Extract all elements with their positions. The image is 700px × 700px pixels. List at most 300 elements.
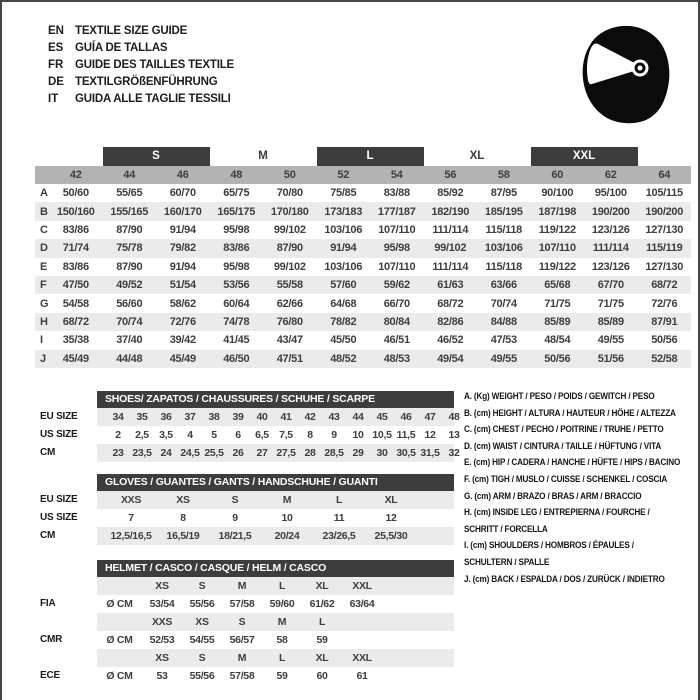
helmet-value: 59 <box>276 670 288 682</box>
measure-value: 70/80 <box>276 187 303 200</box>
helmet-value: 59 <box>316 634 328 646</box>
measure-value: 60/70 <box>169 187 196 200</box>
size-value: XXS <box>120 494 142 506</box>
legend-line: H. (cm) INSIDE LEG / ENTREPIERNA / FOURCHE / <box>464 507 650 518</box>
size-value: 5 <box>211 429 217 441</box>
measure-value: 54/58 <box>62 297 89 310</box>
language-row <box>48 23 234 40</box>
size-number: 42 <box>69 169 82 181</box>
measure-value: 68/72 <box>437 297 464 310</box>
size-value: 36 <box>160 411 172 423</box>
measure-value: 127/130 <box>645 223 684 236</box>
helmet-size: L <box>318 616 326 628</box>
row-key: E <box>40 260 48 273</box>
legend-item <box>464 405 695 422</box>
measure-value: 49/55 <box>490 352 517 365</box>
legend-line: B. (cm) HEIGHT / ALTURA / HAUTEUR / HÖHE / ALTEZZA <box>464 407 676 418</box>
size-value: 7,5 <box>279 429 293 441</box>
measure-value: 115/118 <box>485 260 522 273</box>
measure-value: 75/78 <box>116 242 143 255</box>
size-value: 27 <box>256 447 268 459</box>
measure-row-g <box>35 294 691 312</box>
measure-value: 85/92 <box>437 187 464 200</box>
measure-value: 91/94 <box>330 242 357 255</box>
size-group-s: S <box>103 147 210 166</box>
size-number: 58 <box>497 169 510 181</box>
standard-label: ECE <box>40 670 60 681</box>
legend-line: SCHRITT / FORCELLA <box>464 523 548 534</box>
measure-value: 95/98 <box>223 260 250 273</box>
measure-value: 68/72 <box>651 279 678 292</box>
size-value: 23,5 <box>132 447 152 459</box>
measure-value: 39/42 <box>169 334 196 347</box>
size-group-row <box>35 147 691 166</box>
size-value: 16,5/19 <box>166 530 200 542</box>
size-row <box>97 444 460 462</box>
size-value: 44 <box>352 411 364 423</box>
measure-value: 55/58 <box>276 279 303 292</box>
measure-value: 66/70 <box>383 297 410 310</box>
measure-value: 105/115 <box>645 187 683 200</box>
row-key: J <box>40 352 46 365</box>
size-value: 11,5 <box>396 429 416 441</box>
unit-label: Ø CM <box>106 670 133 682</box>
measure-value: 107/110 <box>538 242 576 255</box>
measure-value: 99/102 <box>273 223 306 236</box>
language-row <box>48 74 234 91</box>
measure-row-j <box>35 350 691 368</box>
rows <box>97 577 454 685</box>
measure-value: 115/118 <box>485 223 522 236</box>
legend-line: I. (cm) SHOULDERS / HOMBROS / ÉPAULES / <box>464 540 634 551</box>
size-value: 26 <box>232 447 244 459</box>
measure-value: 111/114 <box>432 260 469 273</box>
measure-value: 127/130 <box>645 260 684 273</box>
size-value: 38 <box>208 411 220 423</box>
language-code: EN <box>48 25 64 37</box>
side-labels <box>40 577 62 685</box>
measure-value: 87/90 <box>276 242 303 255</box>
size-number: 50 <box>283 169 296 181</box>
side-labels <box>40 491 78 545</box>
measure-row-h <box>35 313 691 331</box>
helmet-size-row <box>97 649 454 667</box>
standard-label: FIA <box>40 598 56 609</box>
measure-value: 83/86 <box>62 223 89 236</box>
size-row <box>97 408 460 426</box>
size-value: 46 <box>400 411 412 423</box>
measure-value: 37/40 <box>116 334 143 347</box>
standard-label: CMR <box>40 634 63 645</box>
legend-item <box>464 388 695 405</box>
legend-line: F. (cm) TIGH / MUSLO / CUISSE / SCHENKEL / COSCIA <box>464 473 668 484</box>
helmet-size: XXS <box>151 616 173 628</box>
measure-value: 75/85 <box>330 187 357 200</box>
size-value: 40 <box>256 411 268 423</box>
language-code: ES <box>48 42 64 54</box>
size-value: S <box>231 494 239 506</box>
helmet-value: 60 <box>316 670 328 682</box>
measure-value: 90/100 <box>541 187 574 200</box>
legend-item <box>464 488 695 505</box>
helmet-size: M <box>237 580 247 592</box>
helmet-size: XS <box>195 616 209 628</box>
helmet-size: S <box>198 580 206 592</box>
gloves-table-title: GLOVES / GUANTES / GANTS / HANDSCHUHE / GUANTI <box>97 474 454 491</box>
language-label: TEXTILGRÖßENFÜHRUNG <box>75 76 218 88</box>
spacer <box>638 147 692 166</box>
measure-value: 103/106 <box>324 260 363 273</box>
visor-pivot-center <box>638 66 643 71</box>
measure-value: 60/64 <box>223 297 250 310</box>
size-number: 60 <box>551 169 564 181</box>
size-value: 10 <box>352 429 364 441</box>
measure-value: 155/165 <box>110 205 149 218</box>
measure-value: 51/56 <box>597 352 624 365</box>
size-value: 39 <box>232 411 244 423</box>
size-value: 10 <box>281 512 293 524</box>
language-row <box>48 40 234 57</box>
helmet-value: 53/54 <box>149 598 175 610</box>
size-value: 28 <box>304 447 316 459</box>
legend-item <box>464 471 695 488</box>
measure-value: 46/50 <box>223 352 250 365</box>
size-value: 30 <box>376 447 388 459</box>
measure-value: 58/62 <box>169 297 196 310</box>
measure-value: 50/60 <box>62 187 89 200</box>
size-number: 56 <box>444 169 457 181</box>
helmet-size: XXL <box>352 580 372 592</box>
size-value: 41 <box>280 411 292 423</box>
helmet-value: 57/58 <box>229 598 255 610</box>
measure-value: 91/94 <box>169 260 196 273</box>
language-row <box>48 91 234 108</box>
measure-value: 99/102 <box>273 260 306 273</box>
size-group-m: M <box>258 150 268 162</box>
measure-value: 49/54 <box>437 352 464 365</box>
helmet-table-title: HELMET / CASCO / CASQUE / HELM / CASCO <box>97 560 454 577</box>
language-list <box>48 23 234 108</box>
measure-value: 103/106 <box>324 223 363 236</box>
measure-value: 71/74 <box>62 242 89 255</box>
legend-item <box>464 571 695 588</box>
language-code: DE <box>48 76 64 88</box>
measure-value: 87/95 <box>490 187 517 200</box>
language-code: IT <box>48 93 59 105</box>
helmet-size: XL <box>315 652 329 664</box>
measure-value: 87/90 <box>116 223 143 236</box>
size-value: 32 <box>448 447 460 459</box>
size-value: 2 <box>115 429 121 441</box>
helmet-size: XS <box>155 652 169 664</box>
helmet-value: 53 <box>156 670 168 682</box>
measure-row-c <box>35 221 691 239</box>
size-value: 4 <box>187 429 193 441</box>
row-label: EU SIZE <box>40 411 78 422</box>
measure-value: 64/68 <box>330 297 357 310</box>
size-number: 46 <box>176 169 189 181</box>
measure-value: 41/45 <box>223 334 250 347</box>
measure-row-e <box>35 258 691 276</box>
row-key: C <box>40 223 48 236</box>
size-value: 9 <box>331 429 337 441</box>
measure-value: 50/56 <box>651 334 678 347</box>
size-value: 23 <box>112 447 124 459</box>
measure-value: 76/80 <box>276 315 303 328</box>
measure-row-i <box>35 331 691 349</box>
side-labels <box>40 408 78 462</box>
helmet-value: 52/53 <box>149 634 175 646</box>
measure-value: 182/190 <box>431 205 470 218</box>
measure-value: 99/102 <box>434 242 467 255</box>
language-label: TEXTILE SIZE GUIDE <box>75 25 188 37</box>
measure-value: 150/160 <box>56 205 95 218</box>
measure-value: 65/68 <box>544 279 571 292</box>
measure-value: 95/98 <box>223 223 250 236</box>
helmet-size: M <box>277 616 287 628</box>
measure-value: 45/49 <box>62 352 89 365</box>
measure-value: 177/187 <box>377 205 416 218</box>
measure-row-d <box>35 239 691 257</box>
size-value: 28,5 <box>324 447 344 459</box>
measure-value: 160/170 <box>163 205 202 218</box>
measure-value: 190/200 <box>591 205 630 218</box>
legend-item <box>464 454 695 471</box>
measure-value: 123/126 <box>591 223 630 236</box>
helmet-value-row <box>97 631 454 649</box>
size-value: 7 <box>128 512 134 524</box>
helmet-value: 61 <box>356 670 368 682</box>
size-value: XL <box>384 494 398 506</box>
measure-value: 80/84 <box>383 315 410 328</box>
shoes-table-title: SHOES/ ZAPATOS / CHAUSSURES / SCHUHE / SCARPE <box>97 391 454 408</box>
helmet-value-row <box>97 595 454 613</box>
size-value: 3,5 <box>159 429 173 441</box>
size-value: 2,5 <box>135 429 149 441</box>
size-group-l: L <box>317 147 424 166</box>
helmet-size-row <box>97 613 454 631</box>
measure-value: 48/52 <box>330 352 357 365</box>
size-value: 8 <box>180 512 186 524</box>
textile-size-table <box>35 147 691 368</box>
size-value: 24,5 <box>180 447 200 459</box>
measure-value: 71/75 <box>544 297 571 310</box>
helmet-value: 55/56 <box>189 598 215 610</box>
helmet-value: 56/57 <box>229 634 255 646</box>
measure-value: 44/48 <box>116 352 143 365</box>
measure-value: 48/54 <box>544 334 571 347</box>
helmet-size: XS <box>155 580 169 592</box>
size-value: 12 <box>424 429 436 441</box>
measure-value: 119/122 <box>538 223 576 236</box>
row-label: US SIZE <box>40 429 78 440</box>
measurement-legend <box>464 388 695 587</box>
size-value: 27,5 <box>276 447 296 459</box>
size-value: 34 <box>112 411 124 423</box>
legend-line: E. (cm) HIP / CADERA / HANCHE / HÜFTE / HIPS / BACINO <box>464 457 681 468</box>
language-label: GUÍA DE TALLAS <box>75 42 168 54</box>
helmet-size: XL <box>315 580 329 592</box>
row-key: I <box>40 334 43 347</box>
unit-label: Ø CM <box>106 598 133 610</box>
measure-value: 55/65 <box>116 187 143 200</box>
size-row <box>97 426 460 444</box>
size-number: 48 <box>230 169 243 181</box>
measure-value: 107/110 <box>378 260 416 273</box>
measure-value: 87/90 <box>116 260 143 273</box>
unit-label: Ø CM <box>106 634 133 646</box>
size-value: 37 <box>184 411 196 423</box>
row-key: F <box>40 279 47 292</box>
size-number-row <box>35 166 691 184</box>
size-row <box>97 509 454 527</box>
language-row <box>48 57 234 74</box>
measure-value: 48/53 <box>383 352 410 365</box>
helmet-value-row <box>97 667 454 685</box>
measure-value: 173/183 <box>324 205 363 218</box>
legend-item <box>464 438 695 455</box>
measure-value: 190/200 <box>645 205 684 218</box>
language-code: FR <box>48 59 64 71</box>
size-value: 35 <box>136 411 148 423</box>
measure-value: 111/114 <box>592 242 629 255</box>
size-value: 12,5/16,5 <box>110 530 152 542</box>
size-value: 20/24 <box>274 530 300 542</box>
measure-value: 50/56 <box>544 352 571 365</box>
size-value: 48 <box>448 411 460 423</box>
measure-value: 115/119 <box>646 242 683 255</box>
row-label: CM <box>40 447 56 458</box>
measure-value: 123/126 <box>591 260 630 273</box>
measure-value: 95/98 <box>383 242 410 255</box>
measure-value: 187/198 <box>538 205 577 218</box>
measure-value: 62/66 <box>276 297 303 310</box>
size-value: 12 <box>385 512 397 524</box>
helmet-size-row <box>97 577 454 595</box>
legend-line: J. (cm) BACK / ESPALDA / DOS / ZURÜCK / INDIETRO <box>464 573 665 584</box>
size-value: 6 <box>235 429 241 441</box>
measure-value: 165/175 <box>217 205 256 218</box>
size-group-xl: XL <box>469 150 485 162</box>
measure-value: 59/62 <box>383 279 410 292</box>
rows <box>97 408 460 462</box>
legend-item <box>464 421 695 438</box>
measure-value: 79/82 <box>169 242 196 255</box>
measure-value: 57/60 <box>330 279 357 292</box>
helmet-value: 59/60 <box>269 598 295 610</box>
size-value: 29 <box>352 447 364 459</box>
size-number: 62 <box>604 169 617 181</box>
measure-value: 65/75 <box>223 187 250 200</box>
language-label: GUIDA ALLE TAGLIE TESSILI <box>75 93 231 105</box>
size-value: 11 <box>333 512 345 524</box>
size-value: XS <box>176 494 190 506</box>
size-value: 10,5 <box>372 429 392 441</box>
language-label: GUIDE DES TAILLES TEXTILE <box>75 59 234 71</box>
helmet-value: 57/58 <box>229 670 255 682</box>
row-key: B <box>40 205 48 218</box>
helmet-value: 63/64 <box>349 598 375 610</box>
measure-value: 35/38 <box>62 334 89 347</box>
size-row <box>97 527 454 545</box>
racing-helmet-icon <box>576 22 672 126</box>
measure-value: 70/74 <box>490 297 517 310</box>
measure-value: 83/86 <box>62 260 89 273</box>
legend-line: SCHULTERN / SPALLE <box>464 556 550 567</box>
measure-value: 68/72 <box>62 315 89 328</box>
row-key: H <box>40 315 48 328</box>
measure-value: 56/60 <box>116 297 143 310</box>
helmet-value: 58 <box>276 634 288 646</box>
size-row <box>97 491 454 509</box>
size-value: 47 <box>424 411 436 423</box>
measure-row-a <box>35 184 691 202</box>
measure-value: 74/78 <box>223 315 250 328</box>
size-value: 42 <box>304 411 316 423</box>
legend-line: D. (cm) WAIST / CINTURA / TAILLE / HÜFTUNG / VITA <box>464 440 662 451</box>
helmet-size: L <box>278 652 286 664</box>
size-value: 9 <box>232 512 238 524</box>
measure-value: 47/50 <box>62 279 89 292</box>
row-key: A <box>40 187 48 200</box>
measure-value: 46/52 <box>437 334 464 347</box>
measure-value: 46/51 <box>383 334 410 347</box>
measure-row-f <box>35 276 691 294</box>
measure-value: 85/89 <box>597 315 624 328</box>
legend-line: A. (Kg) WEIGHT / PESO / POIDS / GEWITCH / PESO <box>464 391 655 401</box>
measure-value: 170/180 <box>270 205 309 218</box>
measure-value: 72/76 <box>169 315 196 328</box>
size-value: 13 <box>448 429 460 441</box>
measure-value: 185/195 <box>484 205 523 218</box>
size-value: 18/21,5 <box>218 530 252 542</box>
legend-item <box>464 504 695 537</box>
measure-value: 49/55 <box>597 334 624 347</box>
row-label: EU SIZE <box>40 494 78 505</box>
helmet-size: S <box>238 616 246 628</box>
rows <box>97 491 454 545</box>
size-value: L <box>335 494 343 506</box>
measure-value: 72/76 <box>651 297 678 310</box>
row-key: D <box>40 242 48 255</box>
measure-value: 83/86 <box>223 242 250 255</box>
measure-value: 70/74 <box>116 315 143 328</box>
legend-line: C. (cm) CHEST / PECHO / POITRINE / TRUHE / PETTO <box>464 424 664 435</box>
measure-value: 45/49 <box>169 352 196 365</box>
helmet-size: S <box>198 652 206 664</box>
helmet-value: 54/55 <box>189 634 215 646</box>
measure-value: 52/58 <box>651 352 678 365</box>
measure-value: 47/51 <box>276 352 303 365</box>
row-key: G <box>40 297 49 310</box>
size-value: 45 <box>376 411 388 423</box>
measure-value: 53/56 <box>223 279 250 292</box>
measure-value: 87/91 <box>651 315 678 328</box>
size-value: 25,5/30 <box>374 530 408 542</box>
helmet-size: L <box>278 580 286 592</box>
helmet-value: 61/62 <box>309 598 335 610</box>
row-label: CM <box>40 530 56 541</box>
measure-value: 85/89 <box>544 315 571 328</box>
measure-row-b <box>35 202 691 220</box>
measure-value: 45/50 <box>330 334 357 347</box>
legend-line: G. (cm) ARM / BRAZO / BRAS / ARM / BRACCIO <box>464 490 642 501</box>
size-value: 25,5 <box>204 447 224 459</box>
measure-value: 67/70 <box>597 279 624 292</box>
size-value: 8 <box>307 429 313 441</box>
measure-value: 63/66 <box>490 279 517 292</box>
size-number: 64 <box>658 169 671 181</box>
